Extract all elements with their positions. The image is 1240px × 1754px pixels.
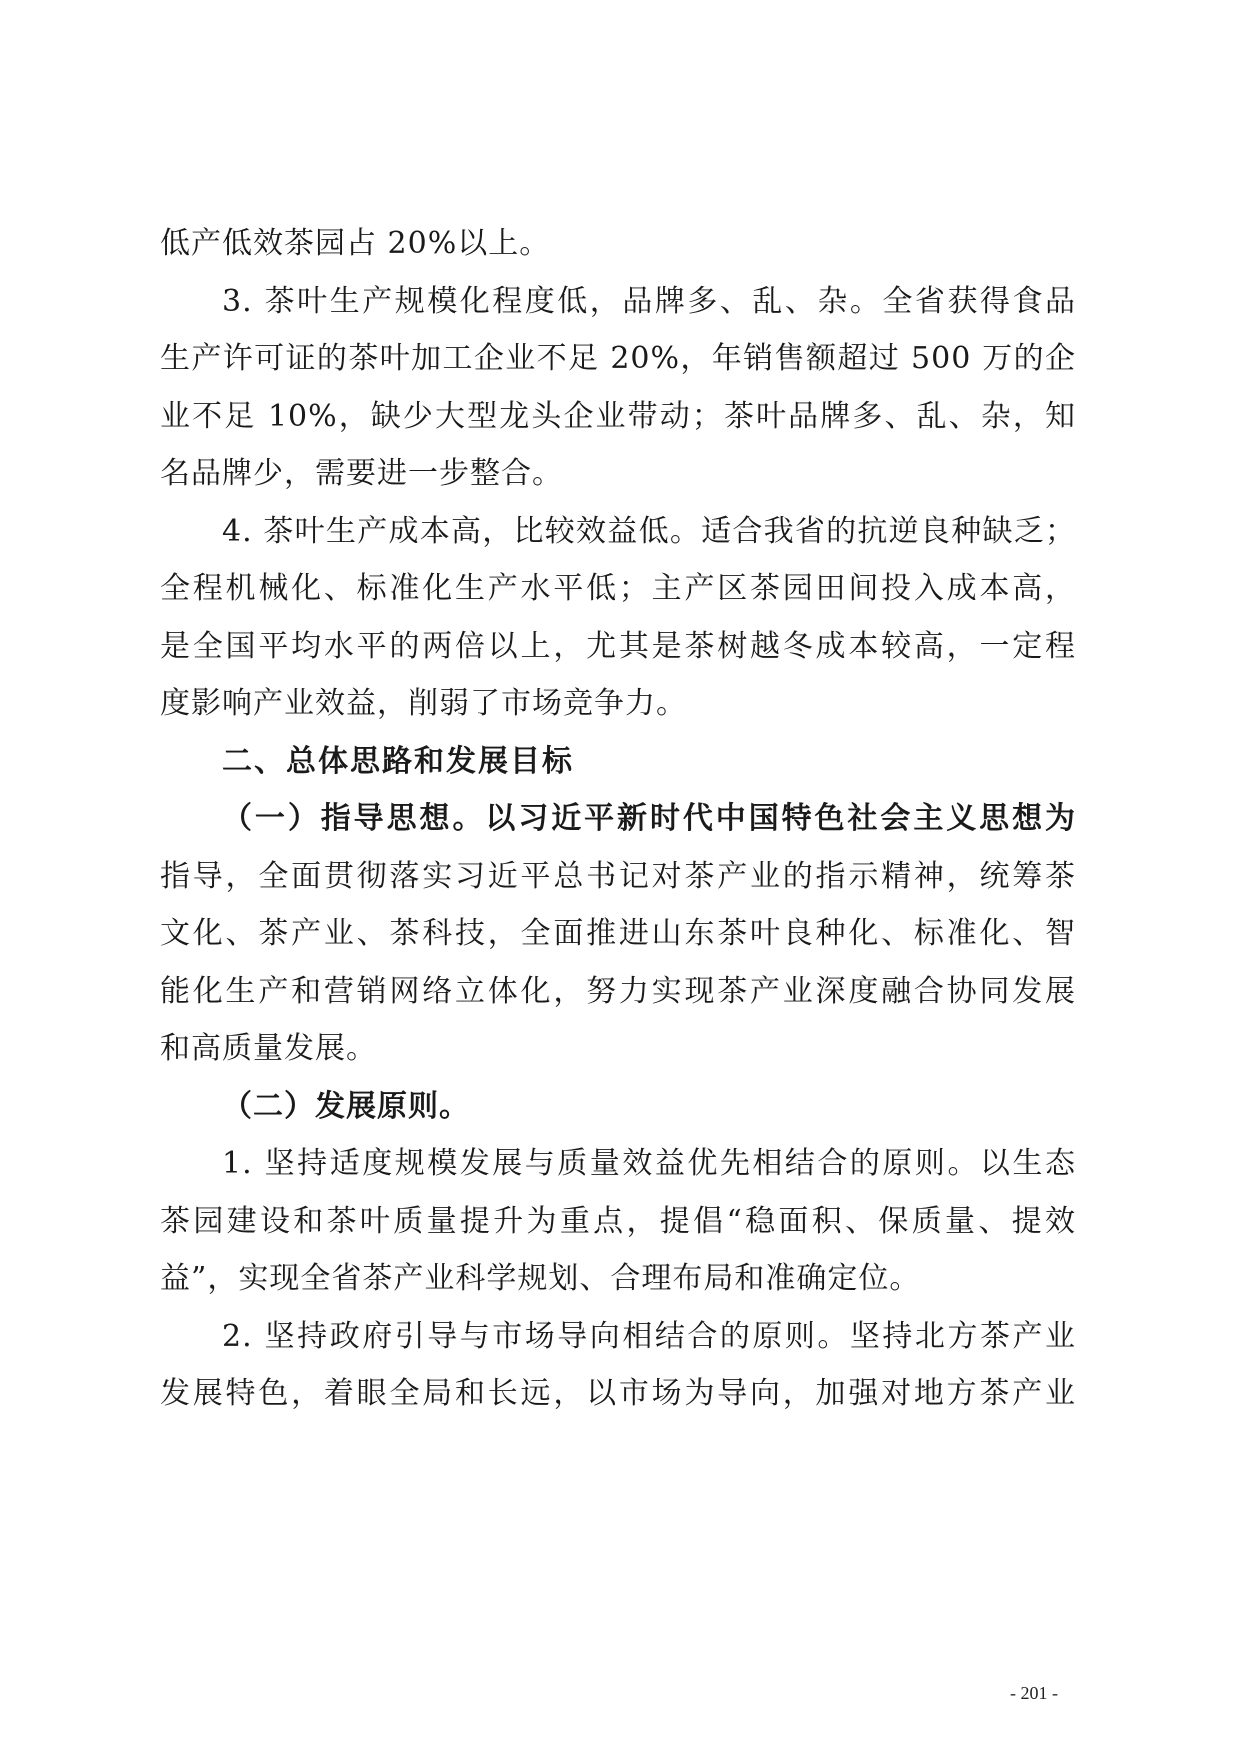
paragraph-line: 3. 茶叶生产规模化程度低，品牌多、乱、杂。全省获得食品 bbox=[222, 283, 1076, 319]
section-heading: 二、总体思路和发展目标 bbox=[222, 743, 574, 779]
paragraph-line: 文化、茶产业、茶科技，全面推进山东茶叶良种化、标准化、智 bbox=[160, 916, 1076, 951]
paragraph-line: 2. 坚持政府引导与市场导向相结合的原则。坚持北方茶产业 bbox=[222, 1318, 1076, 1354]
paragraph-line: 名品牌少，需要进一步整合。 bbox=[160, 456, 563, 491]
paragraph-line: （一）指导思想。以习近平新时代中国特色社会主义思想为 bbox=[222, 801, 1076, 836]
paragraph-line: 茶园建设和茶叶质量提升为重点，提倡“稳面积、保质量、提效 bbox=[160, 1203, 1076, 1239]
paragraph-line: 发展特色，着眼全局和长远，以市场为导向，加强对地方茶产业 bbox=[160, 1376, 1076, 1411]
paragraph-line: 生产许可证的茶叶加工企业不足 20%，年销售额超过 500 万的企 bbox=[160, 341, 1076, 376]
paragraph-line: 能化生产和营销网络立体化，努力实现茶产业深度融合协同发展 bbox=[160, 973, 1076, 1009]
paragraph-line: 业不足 10%，缺少大型龙头企业带动；茶叶品牌多、乱、杂，知 bbox=[160, 398, 1076, 434]
paragraph-line: 度影响产业效益，削弱了市场竞争力。 bbox=[160, 686, 687, 721]
paragraph-line: 指导，全面贯彻落实习近平总书记对茶产业的指示精神，统筹茶 bbox=[160, 858, 1076, 894]
paragraph-line: 全程机械化、标准化生产水平低；主产区茶园田间投入成本高， bbox=[160, 571, 1076, 606]
paragraph-line: 4. 茶叶生产成本高，比较效益低。适合我省的抗逆良种缺乏； bbox=[222, 513, 1076, 549]
paragraph-line: 是全国平均水平的两倍以上，尤其是茶树越冬成本较高，一定程 bbox=[160, 628, 1076, 664]
page-number: - 201 - bbox=[1010, 1683, 1058, 1703]
paragraph-line: 1. 坚持适度规模发展与质量效益优先相结合的原则。以生态 bbox=[222, 1146, 1076, 1181]
subsection-heading: （二）发展原则。 bbox=[222, 1088, 470, 1124]
paragraph-line: 和高质量发展。 bbox=[160, 1031, 377, 1066]
paragraph-line: 益”，实现全省茶产业科学规划、合理布局和准确定位。 bbox=[160, 1261, 921, 1296]
document-body bbox=[160, 215, 1076, 1423]
paragraph-line: 低产低效茶园占 20%以上。 bbox=[160, 226, 551, 261]
